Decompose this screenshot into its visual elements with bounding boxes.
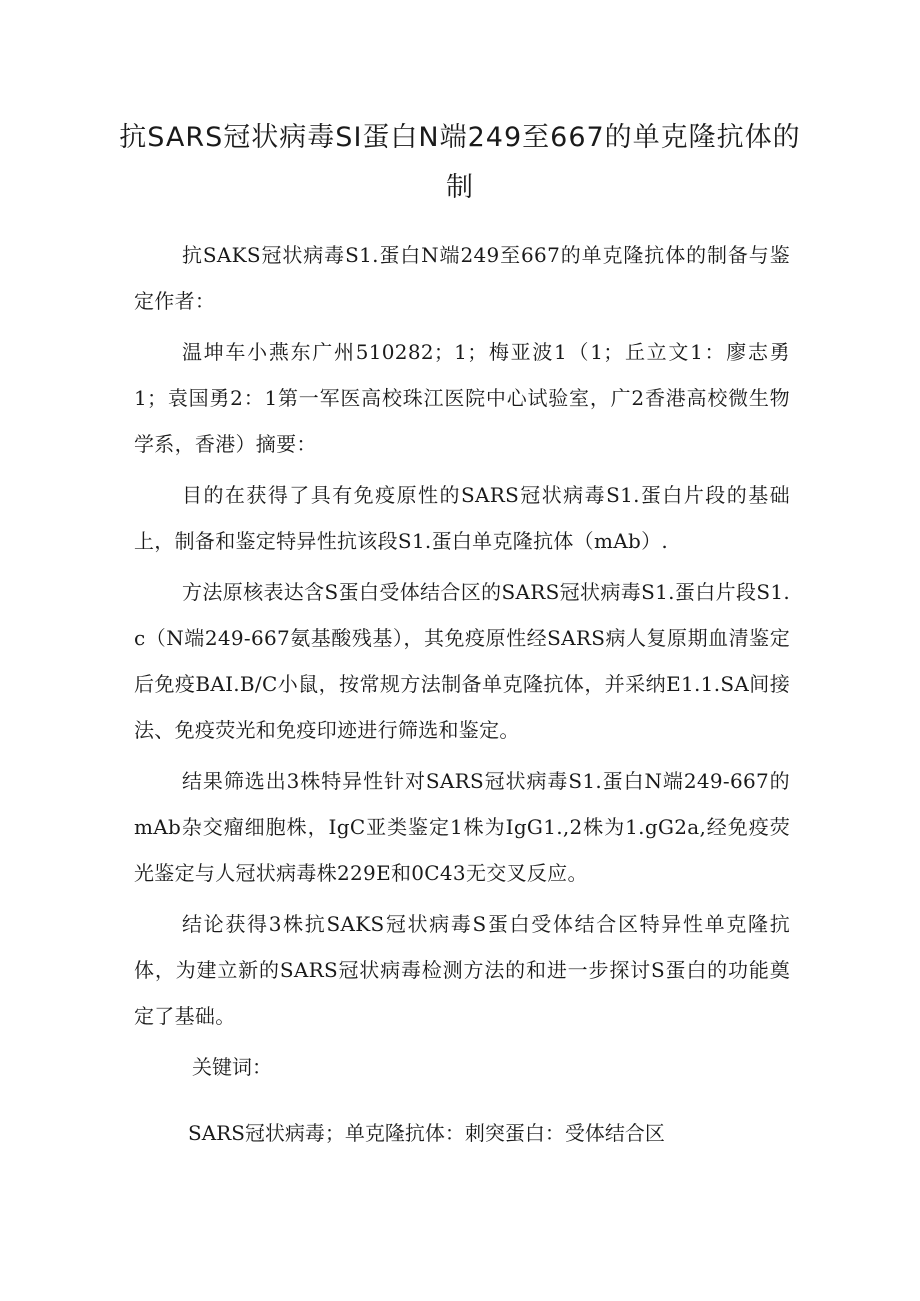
document-title: 抗SARS冠状病毒SI蛋白N端249至667的单克隆抗体的制 (119, 122, 801, 203)
paragraph-authors-affiliations: 温坤车小燕东广州510282；1；梅亚波1（1；丘立文1：廖志勇1；袁国勇2：1第一军医高校珠江医院中心试验室，广2香港高校微生物学系，香港）摘要： (134, 340, 790, 456)
paragraph-methods: 方法原核表达含S蛋白受体结合区的SARS冠状病毒S1.蛋白片段S1.c（N端249-667氨基酸残基），其免疫原性经SARS病人复原期血清鉴定后免疫BAI.B/C小鼠，按常规方法制备单克隆抗体，并采纳E1.1.SA间接法、免疫荧光和免疫印迹进行筛选和鉴定。 (134, 580, 790, 742)
document-body (134, 232, 790, 1156)
paragraph-conclusion: 结论获得3株抗SAKS冠状病毒S蛋白受体结合区特异性单克隆抗体，为建立新的SARS冠状病毒检测方法的和进一步探讨S蛋白的功能奠定了基础。 (134, 912, 790, 1028)
paragraph-objective: 目的在获得了具有免疫原性的SARS冠状病毒S1.蛋白片段的基础上，制备和鉴定特异性抗该段S1.蛋白单克隆抗体（mAb）. (134, 483, 790, 553)
keywords-label: 关键词： (192, 1055, 272, 1079)
paragraph-heading-authors: 抗SAKS冠状病毒S1.蛋白N端249至667的单克隆抗体的制备与鉴定作者： (134, 243, 790, 313)
paragraph-results: 结果筛选出3株特异性针对SARS冠状病毒S1.蛋白N端249-667的mAb杂交瘤细胞株，IgC亚类鉴定1株为IgG1.,2株为1.gG2a,经免疫荧光鉴定与人冠状病毒株229E和0C43无交叉反应。 (134, 769, 790, 885)
keywords-list: SARS冠状病毒；单克隆抗体：刺突蛋白：受体结合区 (188, 1121, 665, 1145)
